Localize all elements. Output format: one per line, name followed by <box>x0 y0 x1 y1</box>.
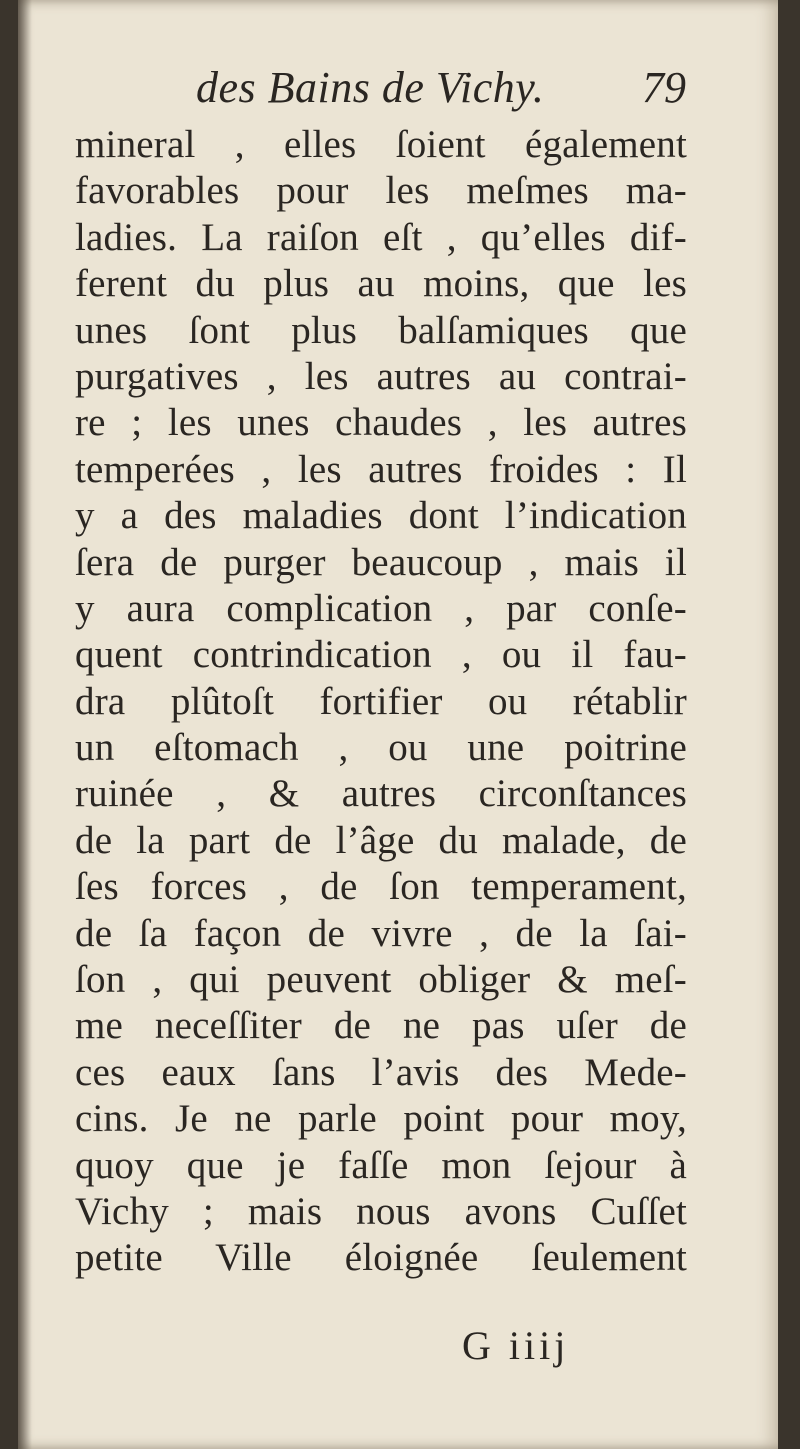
signature-mark: G iiij <box>462 1323 570 1368</box>
text-line: quoy que je faſſe mon ſejour à <box>75 1143 687 1187</box>
text-line: de la part de l’âge du malade, de <box>75 818 687 862</box>
text-line: ſon , qui peuvent obliger & meſ- <box>75 958 687 1002</box>
text-line: ladies. La raiſon eſt , qu’elles dif- <box>75 215 687 259</box>
text-line: ſes forces , de ſon temperament, <box>75 865 687 909</box>
text-line: ruinée , & autres circonſtances <box>75 772 687 816</box>
text-line: dra plûtoſt fortifier ou rétablir <box>75 679 687 723</box>
text-line: unes ſont plus balſamiques que <box>75 308 687 352</box>
text-line: mineral , elles ſoient également <box>75 123 687 166</box>
text-line: favorables pour les meſmes ma- <box>75 169 687 213</box>
text-line: ferent du plus au moins, que les <box>75 262 687 306</box>
text-line: ſera de purger beaucoup , mais il <box>75 540 687 584</box>
text-line: temperées , les autres froides : Il <box>75 447 687 491</box>
text-line: Vichy ; mais nous avons Cuſſet <box>75 1189 687 1233</box>
body-text <box>75 122 687 1282</box>
text-line: de ſa façon de vivre , de la ſai- <box>75 911 687 955</box>
text-line: y a des maladies dont l’indication <box>75 494 687 538</box>
book-page <box>18 0 778 1449</box>
text-line: purgatives , les autres au contrai- <box>75 354 687 398</box>
text-line: me neceſſiter de ne pas uſer de <box>75 1004 687 1048</box>
page-number: 79 <box>642 63 686 112</box>
text-line: y aura complication , par conſe- <box>75 586 687 630</box>
text-line: petite Ville éloignée ſeulement <box>75 1236 687 1280</box>
page-header <box>196 62 686 122</box>
text-line: cins. Je ne parle point pour moy, <box>75 1097 687 1141</box>
text-line: quent contrindication , ou il fau- <box>75 633 687 677</box>
running-head: des Bains de Vichy. <box>196 63 545 112</box>
text-line: ces eaux ſans l’avis des Mede- <box>75 1050 687 1094</box>
text-line: re ; les unes chaudes , les autres <box>75 401 687 445</box>
text-line: un eſtomach , ou une poitrine <box>75 726 687 770</box>
